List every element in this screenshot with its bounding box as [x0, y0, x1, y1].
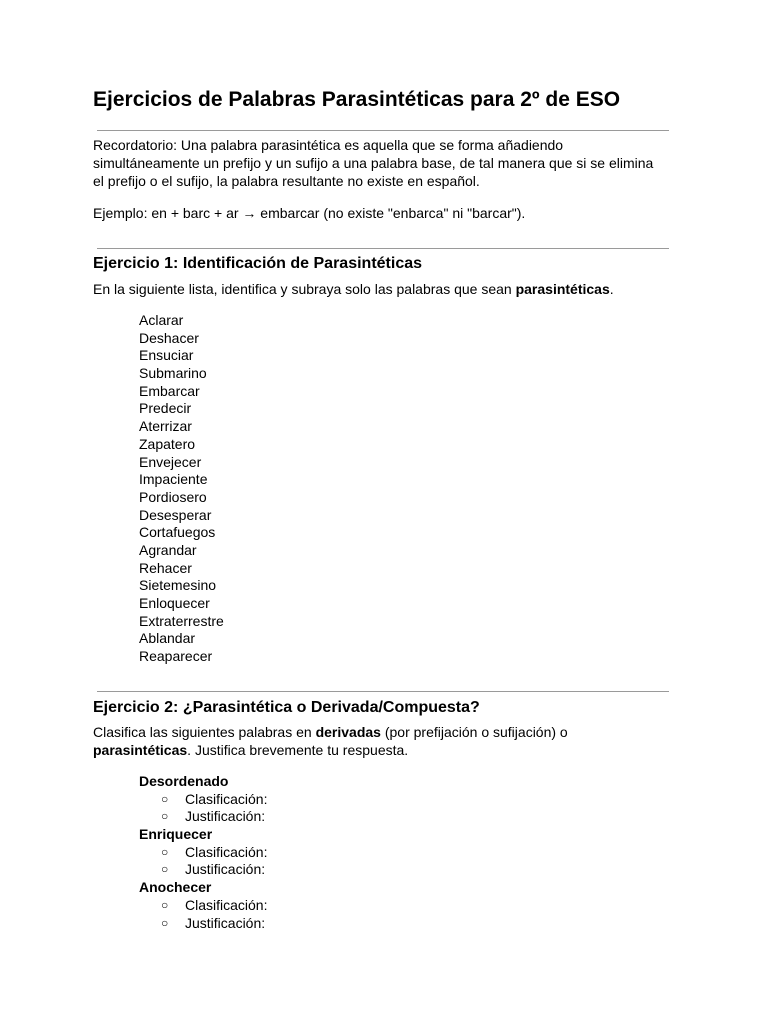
list-item-word: Embarcar	[139, 382, 200, 399]
list-item-word: Ablandar	[139, 630, 196, 647]
circle-bullet-icon: ○	[161, 897, 169, 912]
list-item-word: Impaciente	[139, 471, 208, 488]
list-item-word: Deshacer	[139, 329, 199, 346]
divider	[97, 691, 669, 692]
exercise2-instruction-line-1: Clasifica las siguientes palabras en derivadas (por prefijación o sufijación) o	[93, 724, 568, 740]
list-item-word: Desesperar	[139, 506, 212, 523]
list-item-word: Agrandar	[139, 541, 197, 558]
list-item-word: Zapatero	[139, 435, 196, 452]
list-item-word: Enloquecer	[139, 595, 210, 611]
list-item-word: Enriquecer	[139, 826, 213, 843]
list-item-word: Desordenado	[139, 773, 229, 789]
classification-label: Clasificación:	[185, 790, 268, 807]
circle-bullet-icon: ○	[161, 915, 169, 930]
list-item-word: Extraterrestre	[139, 612, 224, 629]
circle-bullet-icon: ○	[161, 791, 169, 806]
list-item-word: Rehacer	[139, 559, 192, 576]
list-item-word: Pordiosero	[139, 488, 207, 505]
exercise1-instruction: En la siguiente lista, identifica y subraya solo las palabras que sean parasintéticas.	[93, 281, 614, 297]
circle-bullet-icon: ○	[161, 809, 169, 824]
divider	[97, 248, 669, 249]
list-item-word: Ensuciar	[139, 347, 194, 364]
justification-label: Justificación:	[185, 808, 266, 825]
divider	[97, 130, 669, 131]
intro-line-3: el prefijo o el sufijo, la palabra resultante no existe en español.	[93, 173, 480, 189]
list-item-word: Aclarar	[139, 312, 184, 328]
intro-example: Ejemplo: en + barc + ar → embarcar (no existe "enbarca" ni "barcar").	[93, 205, 526, 221]
circle-bullet-icon: ○	[161, 862, 169, 877]
list-item-word: Predecir	[139, 400, 192, 417]
justification-label: Justificación:	[185, 914, 266, 931]
page-title: Ejercicios de Palabras Parasintéticas para 2º de ESO	[93, 88, 621, 111]
list-item-word: Sietemesino	[139, 577, 217, 594]
list-item-word: Anochecer	[139, 879, 212, 896]
exercise2-heading: Ejercicio 2: ¿Parasintética o Derivada/Compuesta?	[93, 699, 480, 716]
exercise2-instruction-line-2: parasintéticas. Justifica brevemente tu respuesta.	[93, 742, 409, 758]
justification-label: Justificación:	[185, 861, 266, 878]
classification-label: Clasificación:	[185, 896, 268, 913]
circle-bullet-icon: ○	[161, 844, 169, 859]
intro-line-2: simultáneamente un prefijo y un sufijo a una palabra base, de tal manera que si se elimina	[93, 155, 654, 171]
classification-label: Clasificación:	[185, 843, 268, 860]
exercise1-heading: Ejercicio 1: Identificación de Parasintéticas	[93, 255, 423, 272]
list-item-word: Envejecer	[139, 453, 202, 470]
intro-line-1: Recordatorio: Una palabra parasintética es aquella que se forma añadiendo	[93, 137, 564, 153]
list-item-word: Cortafuegos	[139, 524, 216, 541]
list-item-word: Aterrizar	[139, 418, 192, 435]
list-item-word: Reaparecer	[139, 648, 213, 665]
list-item-word: Submarino	[139, 365, 207, 382]
